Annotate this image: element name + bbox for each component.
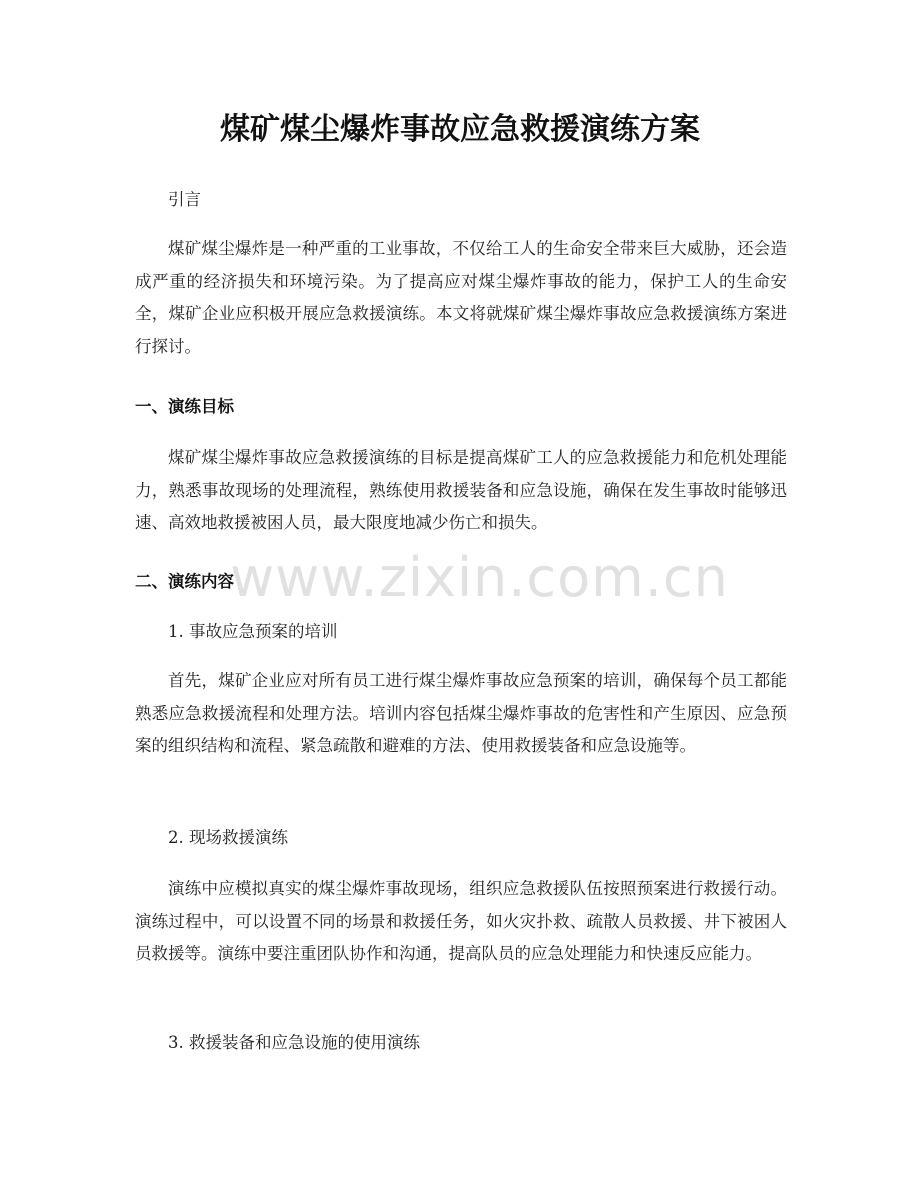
item-3-label: 3. 救援装备和应急设施的使用演练 bbox=[168, 1033, 420, 1052]
item-2-paragraph: 演练中应模拟真实的煤尘爆炸事故现场，组织应急救援队伍按照预案进行救援行动。演练过程中，可以设置不同的场景和救援任务，如火灾扑救、疏散人员救援、井下被困人员救援等。演练中要注重团队协作和沟通，提高队员的应急处理能力和快速反应能力。 bbox=[135, 879, 787, 963]
watermark-text: www.zixin.com.cn bbox=[230, 546, 729, 609]
item-1-label: 1. 事故应急预案的培训 bbox=[168, 622, 338, 641]
section-1-heading: 一、演练目标 bbox=[135, 397, 234, 416]
item-1-paragraph: 首先，煤矿企业应对所有员工进行煤尘爆炸事故应急预案的培训，确保每个员工都能熟悉应急救援流程和处理方法。培训内容包括煤尘爆炸事故的危害性和产生原因、应急预案的组织结构和流程、紧急疏散和避难的方法、使用救援装备和应急设施等。 bbox=[135, 671, 787, 755]
section-1-paragraph: 煤矿煤尘爆炸事故应急救援演练的目标是提高煤矿工人的应急救援能力和危机处理能力，熟悉事故现场的处理流程，熟练使用救援装备和应急设施，确保在发生事故时能够迅速、高效地救援被困人员，最大限度地减少伤亡和损失。 bbox=[135, 448, 787, 532]
section-2-heading: 二、演练内容 bbox=[135, 572, 234, 591]
item-2-label: 2. 现场救援演练 bbox=[168, 828, 288, 847]
intro-paragraph: 煤矿煤尘爆炸是一种严重的工业事故，不仅给工人的生命安全带来巨大威胁，还会造成严重的经济损失和环境污染。为了提高应对煤尘爆炸事故的能力，保护工人的生命安全，煤矿企业应积极开展应急救援演练。本文将就煤矿煤尘爆炸事故应急救援演练方案进行探讨。 bbox=[135, 239, 787, 356]
intro-label: 引言 bbox=[168, 190, 201, 209]
document-title: 煤矿煤尘爆炸事故应急救援演练方案 bbox=[220, 112, 700, 147]
